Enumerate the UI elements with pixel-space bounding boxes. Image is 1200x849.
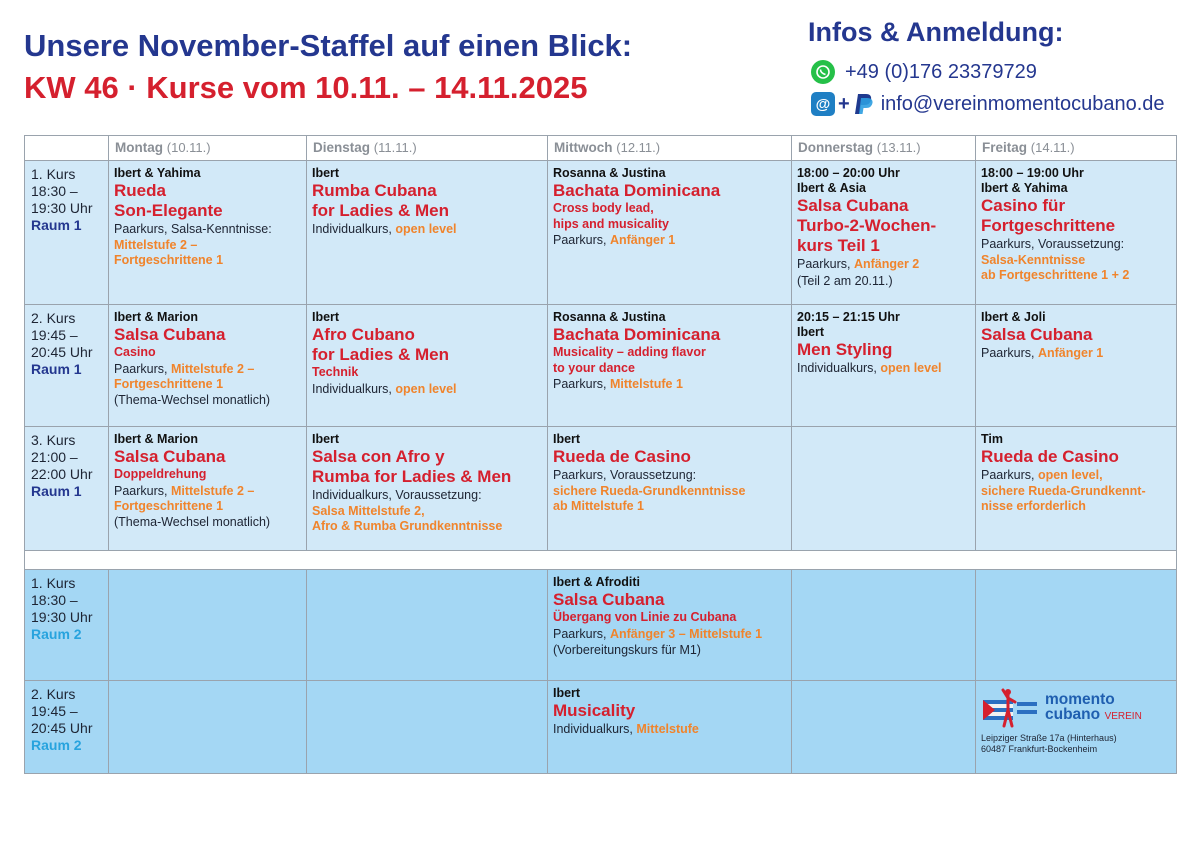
corner-cell bbox=[25, 136, 109, 161]
week-subtitle: KW 46 · Kurse vom 10.11. – 14.11.2025 bbox=[24, 70, 588, 105]
empty-cell bbox=[109, 681, 307, 774]
schedule-raum1 bbox=[24, 135, 1177, 571]
course-cell[interactable]: Ibert & Joli Salsa Cubana Paarkurs, Anfänger 1 bbox=[976, 305, 1177, 427]
course-cell[interactable]: 20:15 – 21:15 Uhr Ibert Men Styling Individualkurs, open level bbox=[792, 305, 976, 427]
time-slot: 1. Kurs 18:30 – 19:30 Uhr Raum 2 bbox=[25, 570, 109, 681]
infos-heading: Infos & Anmeldung: bbox=[808, 17, 1064, 47]
course-cell[interactable]: Ibert & Marion Salsa Cubana Doppeldrehung Paarkurs, Mittelstufe 2 – Fortgeschrittene 1 (Thema-Wechsel monatlich) bbox=[109, 427, 307, 551]
empty-cell bbox=[307, 681, 548, 774]
course-cell[interactable]: Ibert & Yahima Rueda Son-Elegante Paarkurs, Salsa-Kenntnisse: Mittelstufe 2 – Fortgeschrittene 1 bbox=[109, 161, 307, 305]
time-slot: 3. Kurs 21:00 – 22:00 Uhr Raum 1 bbox=[25, 427, 109, 551]
address: Leipziger Straße 17a (Hinterhaus) 60487 Frankfurt-Bockenheim bbox=[981, 733, 1117, 754]
day-header-friday: Freitag (14.11.) bbox=[976, 136, 1177, 161]
course-cell[interactable]: Rosanna & Justina Bachata Dominicana Musicality – adding flavor to your dance Paarkurs, Mittelstufe 1 bbox=[548, 305, 792, 427]
course-cell[interactable]: Tim Rueda de Casino Paarkurs, open level, sichere Rueda-Grundkennt- nisse erforderlich bbox=[976, 427, 1177, 551]
course-cell[interactable]: Ibert Salsa con Afro y Rumba for Ladies & Men Individualkurs, Voraussetzung: Salsa Mittelstufe 2, Afro & Rumba Grundkenntnisse bbox=[307, 427, 548, 551]
schedule-raum2 bbox=[24, 569, 1177, 774]
day-header-tuesday: Dienstag (11.11.) bbox=[307, 136, 548, 161]
logo-name: momento bbox=[1045, 691, 1115, 708]
phone-contact[interactable] bbox=[811, 60, 1037, 84]
course-cell[interactable]: Ibert Afro Cubano for Ladies & Men Technik Individualkurs, open level bbox=[307, 305, 548, 427]
day-header-wednesday: Mittwoch (12.11.) bbox=[548, 136, 792, 161]
course-cell[interactable]: 18:00 – 19:00 Uhr Ibert & Yahima Casino für Fortgeschrittene Paarkurs, Voraussetzung: Salsa-Kenntnisse ab Fortgeschrittene 1 + 2 bbox=[976, 161, 1177, 305]
time-slot: 2. Kurs 19:45 – 20:45 Uhr Raum 2 bbox=[25, 681, 109, 774]
empty-cell bbox=[307, 570, 548, 681]
page-title: Unsere November-Staffel auf einen Blick: bbox=[24, 28, 633, 63]
plus-sign: + bbox=[838, 92, 850, 115]
email-icon: @ bbox=[811, 92, 835, 116]
course-cell[interactable]: Rosanna & Justina Bachata Dominicana Cross body lead, hips and musicality Paarkurs, Anfänger 1 bbox=[548, 161, 792, 305]
course-cell[interactable]: Ibert Rueda de Casino Paarkurs, Voraussetzung: sichere Rueda-Grundkenntnisse ab Mittelstufe 1 bbox=[548, 427, 792, 551]
paypal-icon bbox=[853, 92, 875, 116]
course-cell[interactable]: Ibert & Afroditi Salsa Cubana Übergang von Linie zu Cubana Paarkurs, Anfänger 3 – Mittelstufe 1 (Vorbereitungskurs für M1) bbox=[548, 570, 792, 681]
course-cell[interactable]: Ibert Musicality Individualkurs, Mittelstufe bbox=[548, 681, 792, 774]
whatsapp-icon bbox=[811, 60, 835, 84]
email-contact[interactable] bbox=[811, 92, 1165, 116]
course-cell[interactable]: Ibert & Marion Salsa Cubana Casino Paarkurs, Mittelstufe 2 – Fortgeschrittene 1 (Thema-Wechsel monatlich) bbox=[109, 305, 307, 427]
day-header-monday: Montag (10.11.) bbox=[109, 136, 307, 161]
empty-cell bbox=[792, 570, 976, 681]
phone-number[interactable]: +49 (0)176 23379729 bbox=[845, 60, 1037, 83]
momento-cubano-logo: momento cubano VEREIN bbox=[981, 688, 1171, 728]
time-slot: 1. Kurs 18:30 – 19:30 Uhr Raum 1 bbox=[25, 161, 109, 305]
table-spacer bbox=[25, 551, 1177, 571]
time-slot: 2. Kurs 19:45 – 20:45 Uhr Raum 1 bbox=[25, 305, 109, 427]
day-header-thursday: Donnerstag (13.11.) bbox=[792, 136, 976, 161]
dancer-flag-icon bbox=[981, 688, 1041, 728]
logo-cell bbox=[976, 681, 1177, 774]
empty-cell bbox=[792, 681, 976, 774]
email-address[interactable]: info@vereinmomentocubano.de bbox=[880, 92, 1165, 115]
empty-cell bbox=[109, 570, 307, 681]
empty-cell bbox=[976, 570, 1177, 681]
empty-cell bbox=[792, 427, 976, 551]
course-cell[interactable]: 18:00 – 20:00 Uhr Ibert & Asia Salsa Cubana Turbo-2-Wochen- kurs Teil 1 Paarkurs, Anfänger 2 (Teil 2 am 20.11.) bbox=[792, 161, 976, 305]
course-cell[interactable]: Ibert Rumba Cubana for Ladies & Men Individualkurs, open level bbox=[307, 161, 548, 305]
